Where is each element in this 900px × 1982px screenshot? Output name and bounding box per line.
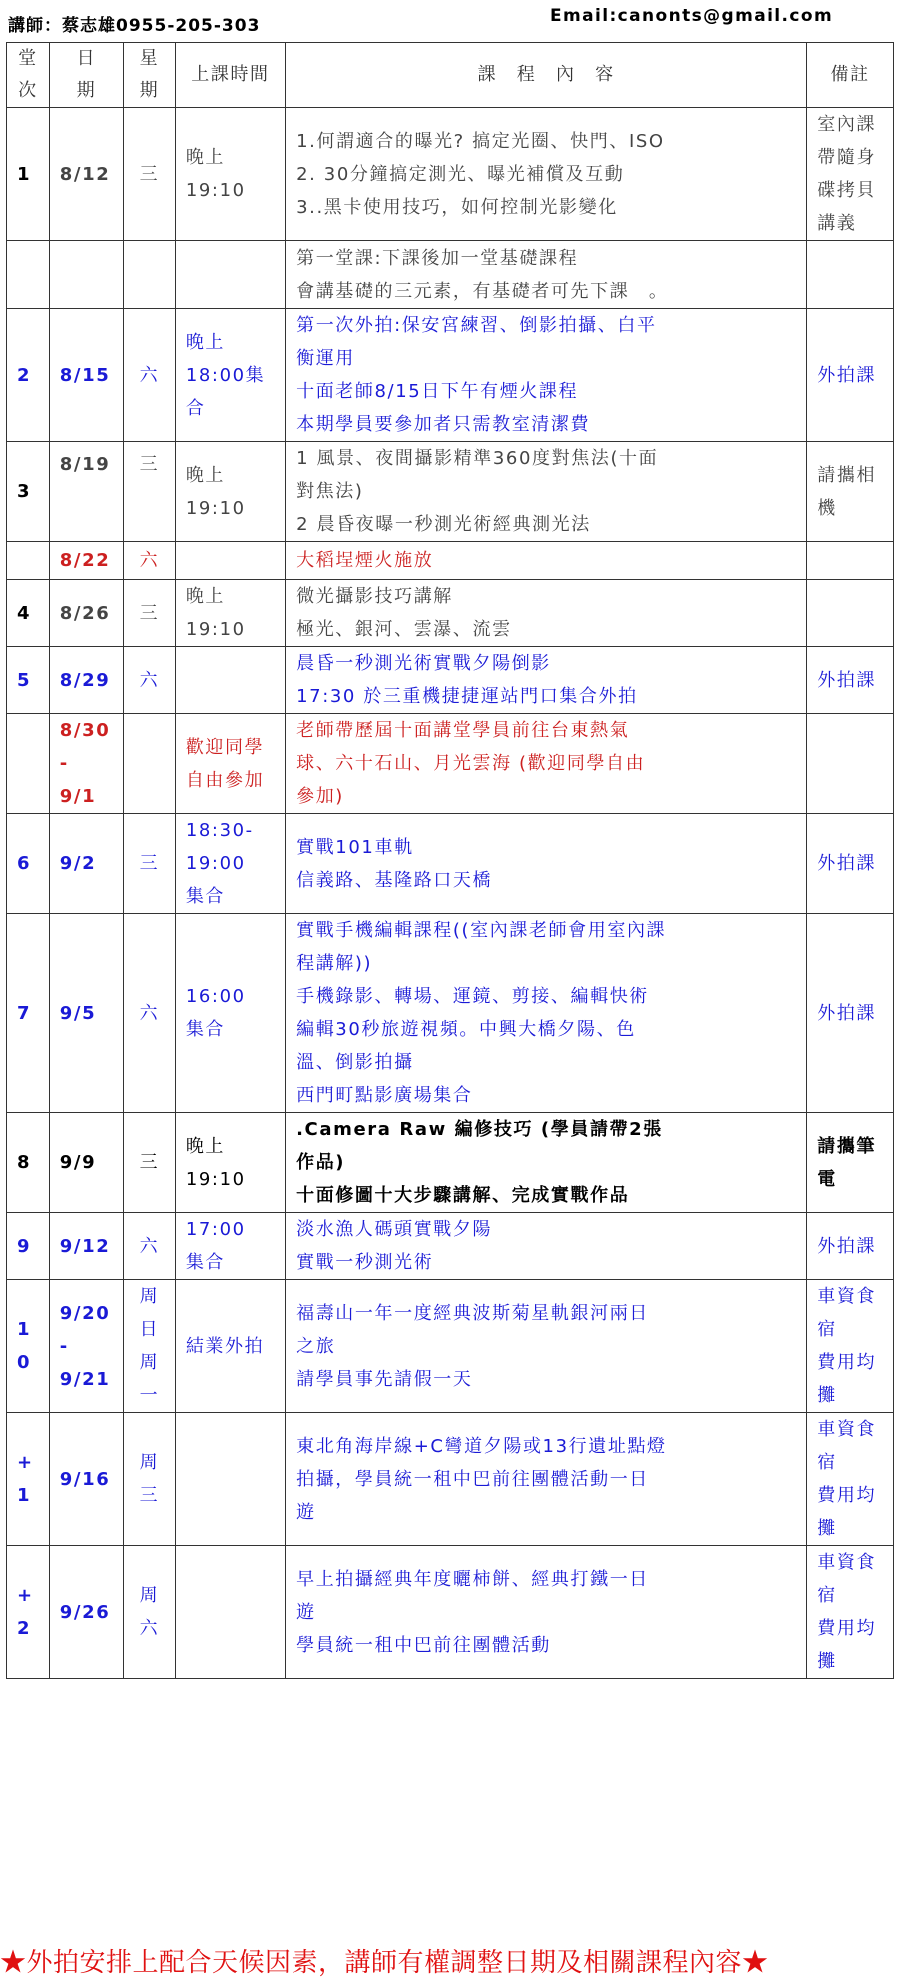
session-number-cell: 7: [7, 914, 50, 1113]
course-content-cell-line: 程講解)): [296, 953, 373, 974]
table-row: [7, 914, 894, 1113]
class-time-cell-line: 19:00: [185, 853, 246, 874]
table-row: [7, 1546, 894, 1679]
date-cell: [49, 714, 123, 814]
date-cell: 8/22: [49, 542, 123, 580]
class-time-cell-line: 集合: [185, 1019, 226, 1040]
table-row: [7, 714, 894, 814]
class-time-cell-line: 19:10: [185, 1168, 246, 1190]
session-number-cell: 8: [7, 1113, 50, 1213]
course-content-cell: [286, 442, 807, 542]
course-content-cell: [286, 647, 807, 714]
course-content-cell: [286, 309, 807, 442]
course-content-cell: [286, 1413, 807, 1546]
weekday-cell: [124, 1280, 176, 1413]
remarks-cell: [807, 1113, 894, 1213]
table-row: [7, 309, 894, 442]
weekday-cell: 六: [124, 542, 176, 580]
class-time-cell: [175, 814, 285, 914]
remarks-cell-line: 宿: [817, 1319, 837, 1340]
weekday-cell-line: 三: [139, 1485, 160, 1506]
class-time-cell: [175, 714, 285, 814]
table-row: [7, 647, 894, 714]
class-time-cell-line: 晚上: [185, 331, 226, 353]
class-time-cell-line: 結業外拍: [185, 1335, 265, 1357]
remarks-cell-line: 帶隨身: [817, 147, 877, 168]
class-time-cell-line: 晚上: [185, 586, 226, 607]
course-content-cell-line: 東北角海岸線+C彎道夕陽或13行遺址點燈: [296, 1435, 667, 1457]
remarks-cell: [807, 1546, 894, 1679]
course-content-cell-line: 遊: [296, 1601, 316, 1623]
class-time-cell-line: 16:00: [185, 986, 246, 1007]
date-cell: 9/26: [49, 1546, 123, 1679]
session-number-cell: 2: [7, 309, 50, 442]
course-content-cell-line: 十面老師8/15日下午有煙火課程: [296, 381, 579, 402]
class-time-cell: [175, 108, 285, 241]
class-time-cell-line: 晚上: [185, 1135, 226, 1157]
class-time-cell: [175, 241, 285, 309]
remarks-cell-line: 宿: [817, 1452, 837, 1473]
course-content-cell-line: 1.何謂適合的曝光? 搞定光圈、快門、ISO: [296, 130, 665, 152]
course-content-cell-line: 第一堂課:下課後加一堂基礎課程: [296, 247, 579, 269]
session-number-cell: [7, 542, 50, 580]
date-cell: 8/26: [49, 580, 123, 647]
course-content-cell: [286, 914, 807, 1113]
course-content-cell: [286, 1546, 807, 1679]
weekday-cell-line: 日: [139, 1319, 160, 1340]
remarks-cell-line: 攤: [817, 1651, 837, 1672]
date-cell: 9/12: [49, 1213, 123, 1280]
remarks-cell-line: 外拍課: [817, 1235, 877, 1257]
class-time-cell: [175, 647, 285, 714]
remarks-cell-line: 費用均: [817, 1485, 877, 1506]
session-number-cell: +1: [7, 1413, 50, 1546]
course-content-cell-line: 2 晨昏夜曝一秒測光術經典測光法: [296, 514, 591, 535]
date-cell-line: 9/1: [59, 786, 97, 807]
date-cell: 8/15: [49, 309, 123, 442]
course-content-cell: [286, 580, 807, 647]
remarks-cell-line: 外拍課: [817, 853, 877, 874]
course-content-cell-line: 第一次外拍:保安宮練習、倒影拍攝、白平: [296, 315, 657, 336]
class-time-cell-line: 晚上: [185, 147, 226, 168]
remarks-cell-line: 室內課: [817, 114, 877, 135]
remarks-cell-line: 宿: [817, 1585, 837, 1606]
remarks-cell: [807, 1213, 894, 1280]
session-number-cell: 10: [7, 1280, 50, 1413]
weekday-cell: [124, 1413, 176, 1546]
date-cell-line: 8/30-: [59, 720, 111, 774]
footer-notice: ★外拍安排上配合天候因素，講師有權調整日期及相關課程內容★: [0, 1948, 769, 1978]
header-session: [7, 43, 50, 108]
date-cell: 9/16: [49, 1413, 123, 1546]
class-time-cell-line: 晚上: [185, 464, 226, 486]
remarks-cell-line: 攤: [817, 1385, 837, 1406]
course-content-cell-line: 實戰手機編輯課程((室內課老師會用室內課: [296, 920, 667, 941]
remarks-cell: [807, 1280, 894, 1413]
remarks-cell: [807, 814, 894, 914]
session-number-cell: 1: [7, 108, 50, 241]
course-content-cell-line: 會講基礎的三元素，有基礎者可先下課 。: [296, 280, 669, 302]
weekday-cell-line: 周: [139, 1452, 160, 1473]
date-cell: 8/29: [49, 647, 123, 714]
class-time-cell-line: 17:00: [185, 1219, 246, 1240]
date-cell: 9/2: [49, 814, 123, 914]
remarks-cell: [807, 442, 894, 542]
date-cell: 8/19: [49, 442, 123, 542]
header-week-line: 期: [139, 80, 160, 101]
session-number-cell: 6: [7, 814, 50, 914]
class-time-cell: [175, 580, 285, 647]
instructor-email: Email:canonts@gmail.com: [550, 6, 834, 26]
date-cell-line: 9/20-: [59, 1302, 111, 1357]
header-content: 課 程 內 容: [286, 43, 807, 108]
course-content-cell: [286, 1280, 807, 1413]
course-content-cell-line: 17:30 於三重機捷捷運站門口集合外拍: [296, 686, 638, 707]
weekday-cell-line: 一: [139, 1385, 160, 1406]
course-content-cell-line: 淡水漁人碼頭實戰夕陽: [296, 1219, 493, 1240]
session-number-cell: +2: [7, 1546, 50, 1679]
course-content-cell-line: 大稻埕煙火施放: [296, 550, 434, 571]
remarks-cell: [807, 108, 894, 241]
weekday-cell: 六: [124, 1213, 176, 1280]
header-session-line: 次: [18, 80, 38, 101]
remarks-cell-line: 外拍課: [817, 1002, 877, 1024]
weekday-cell: 三: [124, 442, 176, 542]
weekday-cell-line: 周: [139, 1352, 160, 1373]
course-content-cell-line: 早上拍攝經典年度曬柿餅、經典打鐵一日: [296, 1568, 649, 1590]
weekday-cell: 三: [124, 1113, 176, 1213]
remarks-cell-line: 費用均: [817, 1618, 877, 1639]
table-row: [7, 1280, 894, 1413]
class-time-cell: [175, 1413, 285, 1546]
weekday-cell: [124, 241, 176, 309]
course-content-cell: [286, 542, 807, 580]
course-content-cell-line: 西門町點影廣場集合: [296, 1085, 473, 1106]
class-time-cell: [175, 542, 285, 580]
class-time-cell: [175, 914, 285, 1113]
course-content-cell-line: 3..黑卡使用技巧，如何控制光影變化: [296, 196, 618, 218]
weekday-cell: 六: [124, 309, 176, 442]
class-time-cell-line: 集合: [185, 1252, 226, 1273]
table-row: [7, 108, 894, 241]
course-content-cell: [286, 241, 807, 309]
remarks-cell: [807, 914, 894, 1113]
table-row: [7, 442, 894, 542]
session-number-cell: 9: [7, 1213, 50, 1280]
remarks-cell-line: 外拍課: [817, 364, 877, 386]
header-date-line: 日: [76, 48, 97, 69]
date-cell: [49, 1280, 123, 1413]
course-content-cell-line: 學員統一租中巴前往團體活動: [296, 1634, 551, 1656]
remarks-cell-line: 碟拷貝: [817, 180, 877, 201]
weekday-cell: 三: [124, 108, 176, 241]
class-time-cell: [175, 442, 285, 542]
weekday-cell-line: 周: [139, 1585, 160, 1606]
course-content-cell-line: 本期學員要參加者只需教室清潔費: [296, 414, 591, 435]
session-number-cell: 5: [7, 647, 50, 714]
remarks-cell-line: 請攜筆: [817, 1135, 877, 1157]
session-number-cell: [7, 714, 50, 814]
remarks-cell: [807, 241, 894, 309]
course-content-cell-line: 微光攝影技巧講解: [296, 586, 453, 607]
table-header-row: [7, 43, 894, 108]
remarks-cell-line: 電: [817, 1168, 837, 1190]
course-content-cell-line: 請學員事先請假一天: [296, 1368, 473, 1390]
table-row: [7, 814, 894, 914]
weekday-cell: 六: [124, 914, 176, 1113]
page-header: [0, 0, 900, 44]
course-content-cell: [286, 1213, 807, 1280]
class-time-cell-line: 歡迎同學: [185, 736, 265, 758]
course-content-cell-line: 實戰一秒測光術: [296, 1252, 434, 1273]
course-content-cell-line: 老師帶歷屆十面講堂學員前往台東熱氣: [296, 720, 630, 741]
course-content-cell-line: 衡運用: [296, 348, 355, 369]
remarks-cell-line: 請攜相: [817, 464, 877, 486]
date-cell: 9/5: [49, 914, 123, 1113]
remarks-cell-line: 攤: [817, 1518, 837, 1539]
remarks-cell: [807, 542, 894, 580]
weekday-cell: 三: [124, 814, 176, 914]
header-date: [49, 43, 123, 108]
course-schedule-table: [6, 42, 894, 1679]
weekday-cell-line: 六: [139, 1618, 160, 1639]
remarks-cell-line: 車資食: [817, 1552, 877, 1573]
header-week: [124, 43, 176, 108]
class-time-cell: [175, 1280, 285, 1413]
course-content-cell-line: 實戰101車軌: [296, 836, 414, 858]
weekday-cell-line: 周: [139, 1286, 160, 1307]
header-time: 上課時間: [175, 43, 285, 108]
class-time-cell-line: 19:10: [185, 180, 246, 201]
course-content-cell: [286, 108, 807, 241]
course-content-cell-line: 球、六十石山、月光雲海 (歡迎同學自由: [296, 753, 646, 774]
course-content-cell: [286, 714, 807, 814]
class-time-cell: [175, 1113, 285, 1213]
course-content-cell-line: 1 風景、夜間攝影精準360度對焦法(十面: [296, 448, 659, 469]
date-cell: [49, 241, 123, 309]
remarks-cell: [807, 309, 894, 442]
course-content-cell-line: 溫、倒影拍攝: [296, 1052, 414, 1073]
course-content-cell-line: 參加): [296, 786, 344, 807]
header-week-line: 星: [139, 48, 160, 69]
course-content-cell-line: 十面修圖十大步驟講解、完成實戰作品: [296, 1185, 630, 1206]
course-content-cell-line: 作品): [296, 1152, 346, 1173]
remarks-cell: [807, 714, 894, 814]
table-row: [7, 241, 894, 309]
weekday-cell: 六: [124, 647, 176, 714]
remarks-cell-line: 機: [817, 497, 837, 519]
table-row: [7, 1113, 894, 1213]
table-row: [7, 580, 894, 647]
course-content-cell-line: 編輯30秒旅遊視頻。中興大橋夕陽、色: [296, 1019, 636, 1040]
course-content-cell-line: 之旅: [296, 1335, 336, 1357]
course-content-cell-line: 拍攝，學員統一租中巴前往團體活動一日: [296, 1468, 649, 1490]
class-time-cell: [175, 309, 285, 442]
header-date-line: 期: [76, 80, 97, 101]
remarks-cell-line: 外拍課: [817, 669, 877, 691]
class-time-cell: [175, 1546, 285, 1679]
table-row: [7, 1413, 894, 1546]
class-time-cell: [175, 1213, 285, 1280]
class-time-cell-line: 19:10: [185, 497, 246, 519]
weekday-cell: 三: [124, 580, 176, 647]
header-session-line: 堂: [18, 48, 38, 69]
remarks-cell-line: 車資食: [817, 1419, 877, 1440]
weekday-cell: [124, 1546, 176, 1679]
instructor-contact: 講師：蔡志雄0955-205-303: [8, 16, 261, 36]
remarks-cell: [807, 1413, 894, 1546]
table-row: [7, 542, 894, 580]
date-cell: 9/9: [49, 1113, 123, 1213]
weekday-cell: [124, 714, 176, 814]
header-note: 備註: [807, 43, 894, 108]
course-content-cell-line: 2. 30分鐘搞定測光、曝光補償及互動: [296, 163, 625, 185]
date-cell: 8/12: [49, 108, 123, 241]
course-content-cell: [286, 814, 807, 914]
course-content-cell-line: 遊: [296, 1501, 316, 1523]
remarks-cell-line: 費用均: [817, 1352, 877, 1373]
course-content-cell-line: .Camera Raw 編修技巧 (學員請帶2張: [296, 1119, 663, 1140]
remarks-cell: [807, 647, 894, 714]
course-content-cell-line: 晨昏一秒測光術實戰夕陽倒影: [296, 653, 551, 674]
class-time-cell-line: 集合: [185, 886, 226, 907]
class-time-cell-line: 合: [185, 397, 206, 419]
course-content-cell-line: 福壽山一年一度經典波斯菊星軌銀河兩日: [296, 1302, 649, 1324]
class-time-cell-line: 18:00集: [185, 364, 266, 386]
remarks-cell-line: 車資食: [817, 1286, 877, 1307]
course-content-cell-line: 極光、銀河、雲瀑、流雲: [296, 619, 512, 640]
remarks-cell: [807, 580, 894, 647]
course-content-cell-line: 手機錄影、轉場、運鏡、剪接、編輯快術: [296, 986, 649, 1007]
date-cell-line: 9/21: [59, 1368, 111, 1390]
session-number-cell: 3: [7, 442, 50, 542]
course-content-cell-line: 對焦法): [296, 481, 364, 502]
session-number-cell: [7, 241, 50, 309]
table-row: [7, 1213, 894, 1280]
class-time-cell-line: 18:30-: [185, 820, 254, 841]
session-number-cell: 4: [7, 580, 50, 647]
course-content-cell: [286, 1113, 807, 1213]
remarks-cell-line: 講義: [817, 213, 857, 234]
course-content-cell-line: 信義路、基隆路口天橋: [296, 869, 493, 891]
class-time-cell-line: 19:10: [185, 619, 246, 640]
class-time-cell-line: 自由參加: [185, 769, 265, 791]
schedule-body: [7, 108, 894, 1679]
